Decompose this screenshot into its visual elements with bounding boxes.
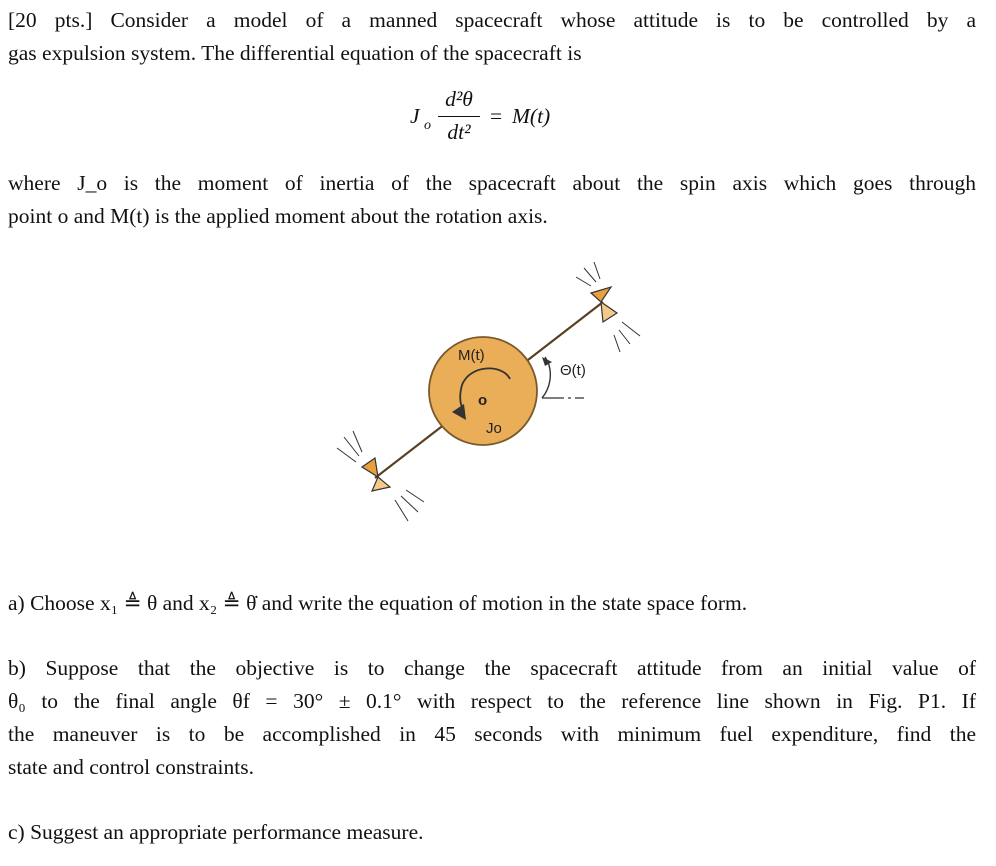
eq-rhs: M(t): [512, 104, 551, 128]
part-a: a) Choose x₁ ≜ θ and x₂ ≜ θ̇ and write the equation of motion in the state space form.: [8, 591, 748, 615]
eq-coefficient: J: [410, 104, 420, 128]
part-b-line-4: state and control constraints.: [8, 755, 254, 779]
part-b-line-3: the maneuver is to be accomplished in 45 seconds with minimum fuel expenditure, find the: [8, 722, 976, 746]
description-line-1: where J_o is the moment of inertia of the spacecraft about the spin axis which goes through: [8, 171, 976, 195]
description-line-2: point o and M(t) is the applied moment about the rotation axis.: [8, 204, 548, 228]
eq-equals: =: [490, 104, 503, 128]
exhaust-lines-left-icon: [337, 431, 362, 462]
center-label: o: [478, 392, 488, 409]
part-b-line-1: b) Suppose that the objective is to change the spacecraft attitude from an initial value of: [8, 656, 976, 680]
angle-arc-head: [542, 357, 552, 366]
exhaust-lines-top-icon: [576, 262, 600, 286]
part-b: [8, 652, 976, 784]
intro-line-2: gas expulsion system. The differential equation of the spacecraft is: [8, 41, 582, 65]
moment-label: M(t): [458, 347, 485, 364]
exhaust-lines-right-icon: [614, 322, 640, 352]
eq-coefficient-subscript: o: [424, 118, 431, 133]
eq-denominator: dt²: [447, 120, 471, 144]
inertia-label: Jo: [486, 420, 502, 437]
eq-numerator: d²θ: [445, 87, 473, 111]
part-c: c) Suggest an appropriate performance measure.: [8, 820, 424, 844]
exhaust-lines-bottom-icon: [395, 490, 424, 521]
angle-label: Θ(t): [560, 362, 586, 379]
thruster-top-right-icon: [591, 287, 617, 322]
part-b-line-2: θ₀ to the final angle θf = 30° ± 0.1° with respect to the reference line shown in Fig. P1. If: [8, 689, 976, 713]
intro-text-1: Consider a model of a manned spacecraft whose attitude is to be controlled by a: [110, 8, 976, 32]
points-label: [20 pts.]: [8, 8, 93, 32]
thruster-bottom-left-icon: [362, 458, 390, 491]
